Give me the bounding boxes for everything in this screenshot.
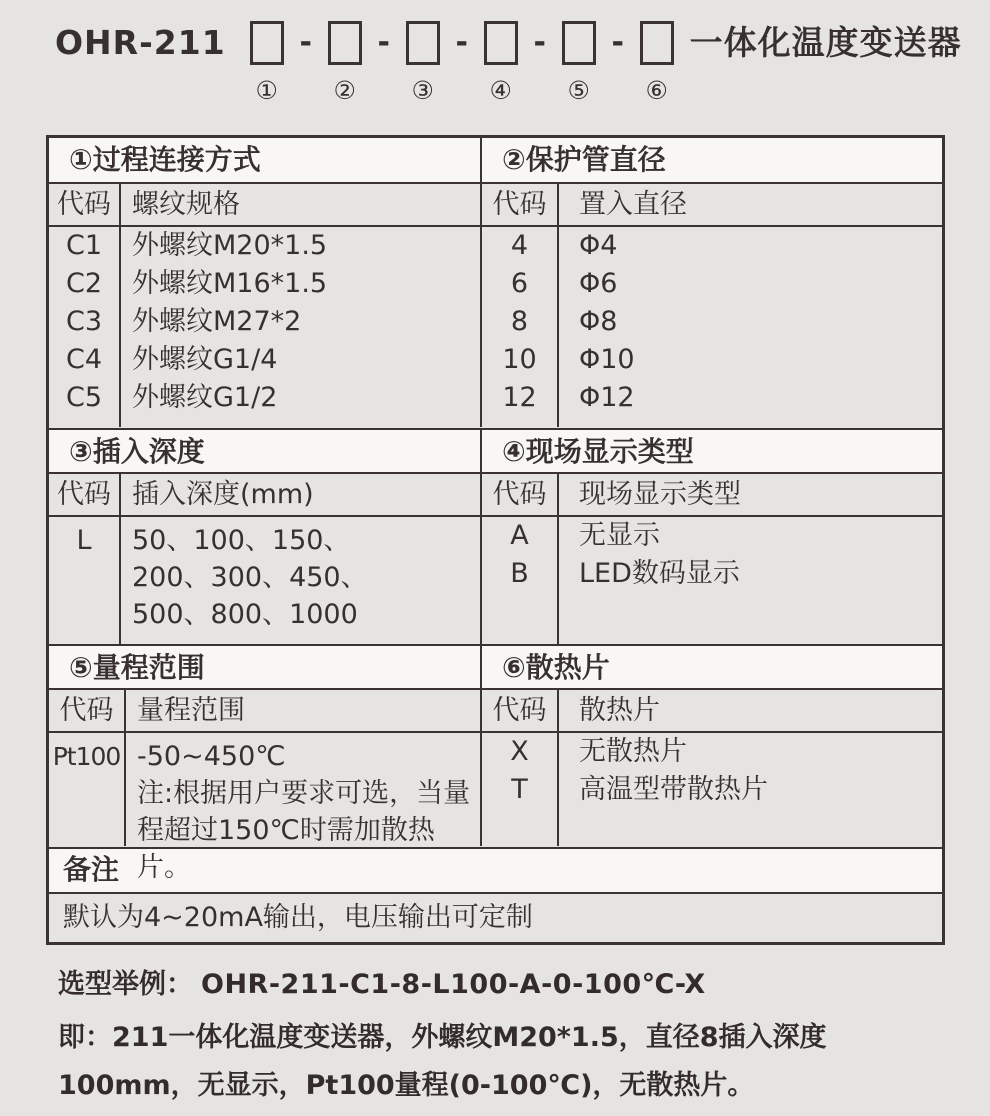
- table-row: [482, 517, 942, 555]
- code-box-6: [640, 21, 674, 65]
- table-row: [482, 379, 942, 417]
- position-number-4: ④: [489, 76, 512, 105]
- table-row: [49, 265, 480, 303]
- value-cell: [119, 522, 368, 633]
- value-line: 200、300、450、: [132, 561, 368, 593]
- value-column-header: 螺纹规格: [132, 189, 240, 221]
- section-body-6: [480, 690, 942, 846]
- column-header: [49, 474, 480, 517]
- value-cell: Φ10: [579, 344, 635, 376]
- value-cell: 高温型带散热片: [579, 774, 768, 806]
- position-number-1: ①: [255, 76, 278, 105]
- value-cell: 外螺纹M20*1.5: [132, 230, 328, 262]
- table-row: [482, 265, 942, 303]
- dash-separator: -: [377, 25, 390, 60]
- code-column-header: 代码: [57, 189, 111, 221]
- dash-separator: -: [533, 25, 546, 60]
- value-line: -50~450℃: [137, 741, 286, 773]
- code-cell: 10: [502, 344, 537, 376]
- code-position-3: [406, 18, 440, 105]
- code-column-header: 代码: [492, 695, 547, 727]
- dash-separator: -: [455, 25, 468, 60]
- value-cell: Φ4: [579, 230, 618, 262]
- code-position-6: [640, 18, 674, 105]
- section-title-6: ⑥散热片: [480, 644, 942, 690]
- value-cell: 外螺纹M16*1.5: [132, 268, 328, 300]
- code-position-2: [328, 18, 362, 105]
- section-body-2: [480, 184, 942, 427]
- table-row: [482, 303, 942, 341]
- value-cell: 外螺纹M27*2: [132, 306, 302, 338]
- column-header: [482, 184, 942, 227]
- section-body-3: [49, 474, 480, 644]
- table-row: [482, 555, 942, 593]
- code-column-header: 代码: [492, 478, 547, 510]
- code-cell: T: [511, 774, 528, 806]
- example-label: 选型举例：: [58, 969, 193, 1000]
- column-header: [482, 690, 942, 733]
- section-body-1: [49, 184, 480, 427]
- table-row: [482, 771, 942, 809]
- remark-content: 默认为4~20mA输出，电压输出可定制: [63, 901, 533, 933]
- section-title-5: ⑤量程范围: [49, 644, 480, 690]
- table-row: [49, 379, 480, 417]
- value-line: 50、100、150、: [132, 524, 351, 556]
- table-row: [49, 733, 480, 886]
- section-title-2: ②保护管直径: [480, 138, 942, 184]
- code-cell: C3: [65, 306, 103, 338]
- remark-title: 备注: [49, 847, 942, 894]
- table-row: [49, 227, 480, 265]
- code-position-1: [250, 18, 284, 105]
- value-column-header: 量程范围: [137, 695, 245, 727]
- code-box-5: [562, 21, 596, 65]
- code-cell: X: [510, 736, 529, 768]
- dash-separator: -: [611, 25, 624, 60]
- table-row: [49, 303, 480, 341]
- value-cell: [124, 738, 480, 886]
- table-row: [482, 341, 942, 379]
- column-header: [482, 474, 942, 517]
- selection-example: [58, 962, 946, 1110]
- code-cell: B: [510, 557, 529, 589]
- value-cell: Φ8: [579, 306, 618, 338]
- code-cell: C1: [65, 230, 103, 262]
- table-row: [482, 227, 942, 265]
- model-code-diagram: [55, 18, 970, 105]
- section-body-4: [480, 474, 942, 644]
- value-line: 程超过150℃时需加散热片。: [137, 815, 435, 884]
- position-number-5: ⑤: [567, 76, 590, 105]
- code-position-5: [562, 18, 596, 105]
- code-column-header: 代码: [59, 695, 114, 727]
- code-cell: L: [76, 524, 92, 556]
- code-column-header: 代码: [492, 189, 547, 221]
- code-box-3: [406, 21, 440, 65]
- table-row: [482, 733, 942, 771]
- value-cell: 外螺纹G1/2: [132, 382, 278, 414]
- code-cell: Pt100: [52, 742, 121, 772]
- value-column-header: 散热片: [579, 695, 660, 727]
- position-number-3: ③: [411, 76, 434, 105]
- dash-separator: -: [299, 25, 312, 60]
- position-number-6: ⑥: [645, 76, 668, 105]
- code-cell: 6: [510, 268, 529, 300]
- code-box-2: [328, 21, 362, 65]
- section-title-4: ④现场显示类型: [480, 428, 942, 474]
- product-name-label: 一体化温度变送器: [689, 23, 962, 62]
- example-model-code: OHR-211-C1-8-L100-A-0-100℃-X: [201, 969, 706, 1000]
- code-column-header: 代码: [57, 478, 111, 510]
- value-column-header: 现场显示类型: [579, 478, 741, 510]
- code-position-4: [484, 18, 518, 105]
- position-number-2: ②: [333, 76, 356, 105]
- column-header: [49, 690, 480, 733]
- value-cell: Φ6: [579, 268, 618, 300]
- selection-table: [46, 135, 945, 945]
- code-cell: C5: [65, 382, 103, 414]
- example-description: 即：211一体化温度变送器，外螺纹M20*1.5，直径8插入深度100mm，无显示，Pt100量程(0-100℃)，无散热片。: [58, 1022, 827, 1101]
- code-cell: 12: [502, 382, 537, 414]
- example-line: [58, 962, 946, 1008]
- value-line: 500、800、1000: [132, 598, 358, 630]
- table-row: [49, 341, 480, 379]
- column-header: [49, 184, 480, 227]
- value-cell: 无显示: [579, 519, 660, 551]
- value-cell: Φ12: [579, 382, 635, 414]
- section-title-3: ③插入深度: [49, 428, 480, 474]
- code-cell: 4: [510, 230, 529, 262]
- value-cell: 外螺纹G1/4: [132, 344, 278, 376]
- value-column-header: 置入直径: [579, 189, 687, 221]
- code-cell: A: [510, 519, 529, 551]
- code-cell: C4: [65, 344, 103, 376]
- value-cell: 无散热片: [579, 736, 687, 768]
- code-cell: 8: [510, 306, 529, 338]
- value-line: 注:根据用户要求可选，当量: [137, 778, 471, 810]
- section-title-1: ①过程连接方式: [49, 138, 480, 184]
- table-row: [49, 517, 480, 633]
- code-cell: C2: [65, 268, 103, 300]
- value-cell: LED数码显示: [579, 557, 740, 589]
- model-label: OHR-211: [55, 23, 226, 62]
- value-column-header: 插入深度(mm): [132, 478, 314, 510]
- code-box-4: [484, 21, 518, 65]
- code-box-1: [250, 21, 284, 65]
